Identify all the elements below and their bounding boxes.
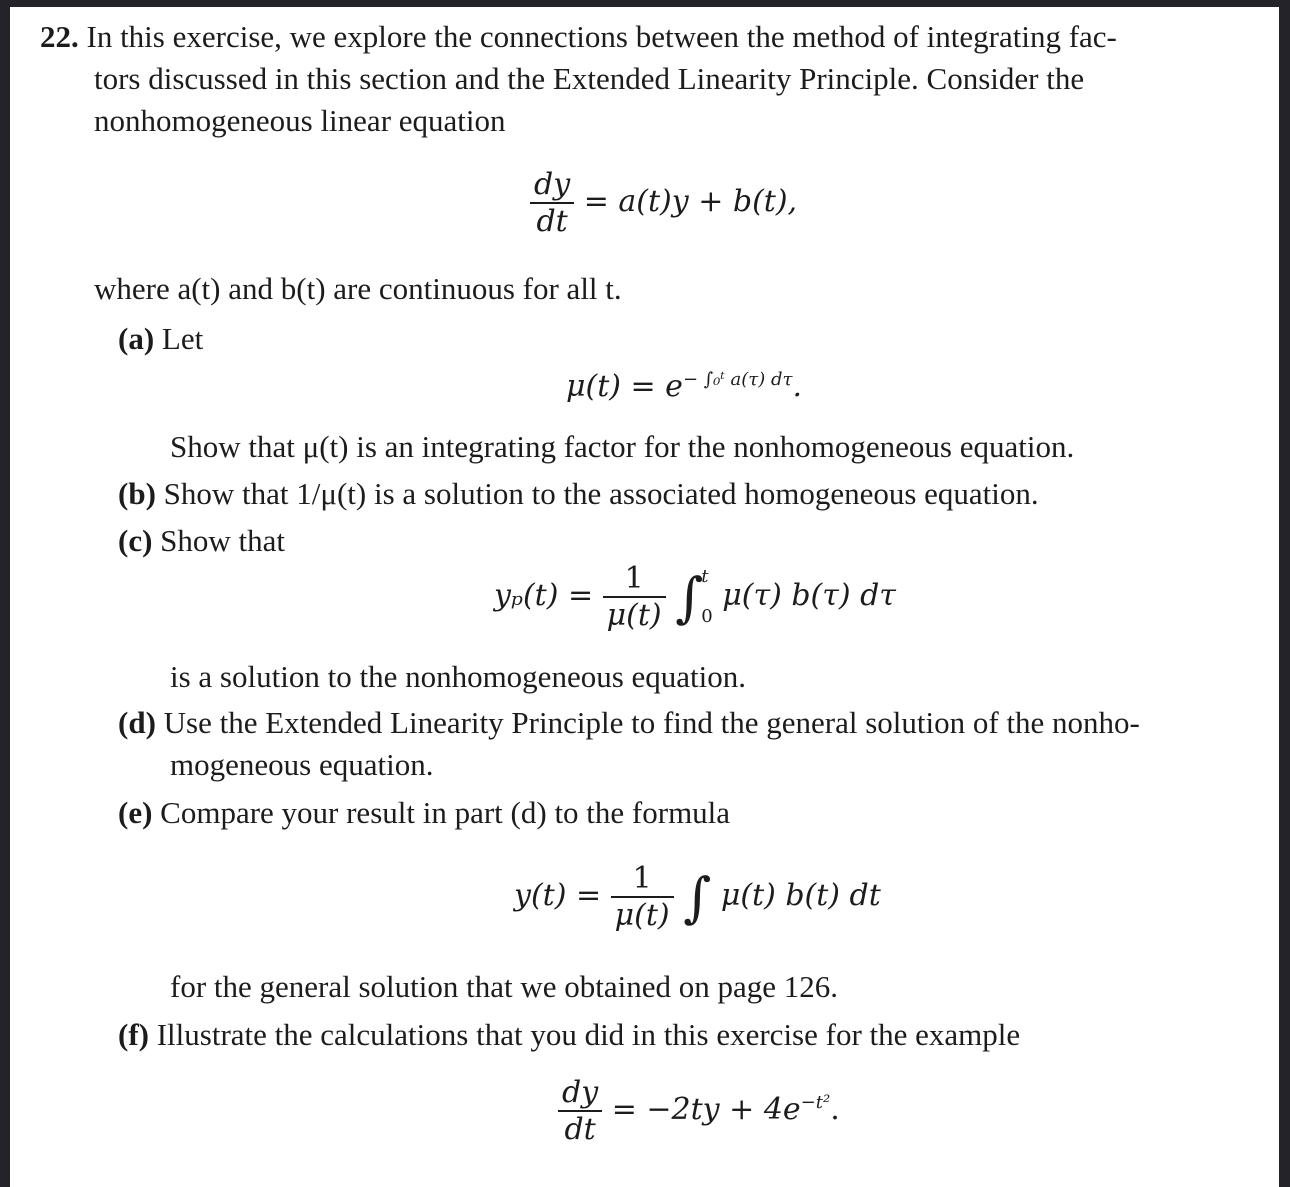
example-period: .: [830, 1092, 840, 1127]
textbook-page: [10, 7, 1279, 1187]
part-b-text: Show that 1/μ(t) is a solution to the associated homogeneous equation.: [163, 476, 1039, 511]
part-f-label: (f): [118, 1017, 149, 1052]
example-rhs: = −2ty + 4e: [611, 1092, 801, 1127]
integrand: μ(t) b(t) dt: [720, 878, 881, 913]
part-f-line: [118, 1017, 1020, 1053]
part-e-after: for the general solution that we obtained on page 126.: [170, 969, 839, 1004]
y-lhs: y(t) =: [514, 878, 602, 913]
part-c-label: (c): [118, 523, 153, 558]
part-a-label: (a): [118, 321, 155, 356]
fraction-numerator: 1: [611, 861, 674, 898]
example-exponent: −t²: [800, 1092, 831, 1113]
integral-sign: ∫: [683, 865, 712, 929]
fraction-denominator: dt: [564, 1112, 596, 1147]
part-e-label: (e): [118, 795, 153, 830]
fraction-one-over-mu: [603, 561, 666, 633]
fraction-numerator: dy: [558, 1075, 602, 1112]
fraction-denominator: dt: [536, 204, 568, 239]
intro-text-1: In this exercise, we explore the connections between the method of integrating fac-: [86, 19, 1117, 54]
upper-limit: t: [701, 566, 709, 587]
part-d-line2: mogeneous equation.: [170, 747, 434, 782]
yp-lhs: yₚ(t) =: [494, 578, 594, 613]
where-clause: where a(t) and b(t) are continuous for all t.: [94, 271, 622, 306]
mu-eq-exponent: − ∫₀ᵗ a(τ) dτ: [682, 369, 793, 390]
fraction-numerator: dy: [530, 167, 574, 204]
part-a-text: Let: [161, 321, 204, 356]
part-e-text: Compare your result in part (d) to the formula: [160, 795, 731, 830]
part-b-line: [118, 476, 1039, 512]
mu-eq-lhs: μ(t) = e: [566, 369, 683, 404]
fraction-numerator: 1: [603, 561, 666, 598]
equation-general: [514, 861, 881, 933]
equation-example: [558, 1075, 840, 1147]
fraction-one-over-mu-e: [611, 861, 674, 933]
fraction-dy-dt: [530, 167, 574, 239]
part-b-label: (b): [118, 476, 156, 511]
part-c-after: is a solution to the nonhomogeneous equation.: [170, 659, 747, 694]
part-d-text1: Use the Extended Linearity Principle to find the general solution of the nonho-: [163, 705, 1140, 740]
integrand: μ(τ) b(τ) dτ: [722, 578, 896, 613]
part-a-show: Show that μ(t) is an integrating factor for the nonhomogeneous equation.: [170, 429, 1075, 464]
part-c-text: Show that: [160, 523, 286, 558]
part-a-line: [118, 321, 203, 357]
problem-number: 22.: [40, 19, 79, 54]
lower-limit: 0: [701, 606, 713, 627]
part-e-line: [118, 795, 730, 831]
equation-rhs: = a(t)y + b(t),: [583, 184, 798, 219]
problem-intro-line1: [40, 19, 1117, 55]
equation-particular: [494, 561, 896, 633]
equation-main: [530, 167, 797, 239]
fraction-denominator: μ(t): [614, 898, 670, 933]
mu-eq-period: .: [792, 369, 802, 404]
part-d-label: (d): [118, 705, 156, 740]
fraction-denominator: μ(t): [606, 598, 662, 633]
problem-intro-line3: nonhomogeneous linear equation: [94, 103, 506, 138]
part-c-line: [118, 523, 285, 559]
problem-intro-line2: tors discussed in this section and the Extended Linearity Principle. Consider the: [94, 61, 1085, 96]
part-d-line1: [118, 705, 1140, 741]
part-f-text: Illustrate the calculations that you did in this exercise for the example: [156, 1017, 1021, 1052]
fraction-dy-dt-f: [558, 1075, 602, 1147]
equation-mu: [566, 369, 802, 404]
integral-sign: ∫: [675, 565, 704, 629]
